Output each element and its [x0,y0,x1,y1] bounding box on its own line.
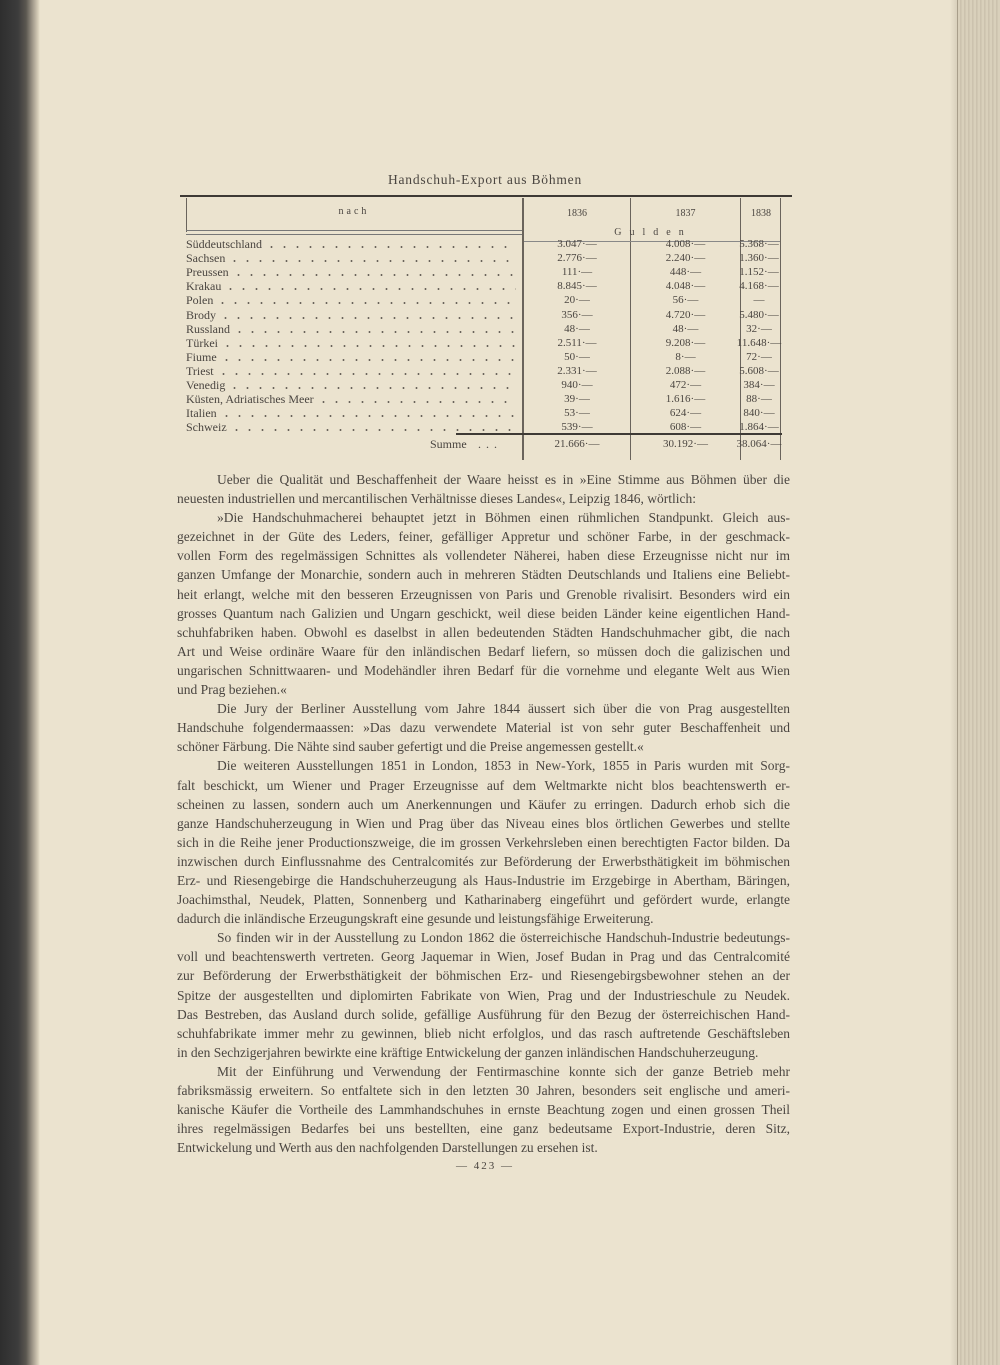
book-binding [0,0,40,1365]
table-row [186,420,782,434]
row-label: Fiume [186,349,217,364]
table-row [186,308,782,322]
row-label: Sachsen [186,251,226,266]
page-number: — 423 — [456,1160,514,1172]
row-label: Schweiz [186,420,227,435]
table-row [186,392,782,406]
page-stack-edge [957,0,1000,1365]
value-1836: 48·— [564,322,590,335]
text-line: Handschuhe folgendermaassen: »Das dazu verwendete Material ist von sehr guter Beschaffenheit und [177,720,790,736]
value-1836: 356·— [561,308,593,321]
value-1836: 39·— [564,393,590,406]
value-1838: 1.152·— [739,266,779,279]
value-1838: 88·— [746,393,772,406]
dot-leader [221,336,516,350]
value-1837: 608·— [669,421,702,434]
value-1836: 539·— [561,421,593,434]
text-line: scheinen zu lassen, sondern auch um Anerkennungen und Käufer zu erringen. Dadurch erhob sich die [177,796,790,812]
text-line: ganze Handschuherzeugung in Wien und Prag über das Niveau eines blos örtlichen Gewerbes und stellte [177,815,790,831]
text-line: voll und beachtenswerth vertreten. Georg Jaquemar in Wien, Josef Budan in Prag und das Centralcomité [177,949,790,965]
sum-value: 30.192·— [663,438,708,450]
text-line: Mit der Einführung und Verwendung der Fentirmaschine konnte sich der ganze Betrieb mehr [217,1063,790,1079]
value-1837: 4.720·— [665,308,706,321]
dot-leader [224,279,516,293]
text-line: zur Beförderung der Erwerbsthätigkeit der böhmischen Erz- und Riesengebirgsbewohner stehen an der [177,968,790,984]
row-label-cell [186,237,516,251]
value-1836: 2.776·— [557,252,597,265]
sum-value: 21.666·— [554,438,600,450]
table-row [186,364,782,378]
header-year: 1838 [751,208,771,219]
text-line: Spitze der ausgestellten und diplomirten Fabrikate von Wien, Prag und der Industrieschule zu Neudek. [177,987,790,1003]
value-1837: 2.088·— [665,364,706,377]
row-label: Süddeutschland [186,237,262,251]
sum-row [186,437,782,451]
text-line: Das Bestreben, das Ausland durch solide, gefällige Ausführung für den Bezug der österreichischen Hand- [177,1006,790,1022]
text-line: dadurch die inländische Erzeugungskraft eine gesunde und leistungsfähige Erweiterung. [177,911,654,927]
text-line: in den Sechzigerjahren bewirkte eine kräftige Entwickelung der ganzen inländischen Handschuherzeugung. [177,1044,759,1060]
table-row [186,265,782,279]
header-rule [186,230,522,235]
value-1838: 384·— [743,379,775,391]
value-1838: 840·— [743,407,775,420]
dot-leader [233,322,516,336]
unit-label: Gulden [614,227,692,238]
export-table [186,198,782,460]
row-label-cell [186,279,516,293]
text-line: Art und Weise ordinäre Waare für den inländischen Bedarf liefern, so müssen doch die galizischen und [177,643,790,659]
row-label-cell [186,293,516,307]
text-line: ungarischen Schnittwaaren- und Modehändler ihren Bedarf für die vornehme und elegante Welt aus Wien [177,662,790,678]
dot-leader [228,378,516,392]
text-line: inzwischen durch Einflussnahme des Centralcomités zur Beförderung der Erwerbsthätigkeit im böhmischen [177,853,790,869]
row-label-cell [186,265,516,279]
table-row [186,406,782,420]
table-title: Handschuh-Export aus Böhmen [387,172,583,187]
table-row [186,293,782,307]
row-label-cell [186,420,516,434]
value-1838: — [753,294,765,307]
sum-value: 38.064·— [736,438,782,450]
value-1838: 11.648·— [736,336,782,349]
value-1838: 4.168·— [739,280,779,293]
text-line: sich in die Reihe jener Productionszweige, die im grossen Verkehrsleben einen berechtigten Factor bilden. Da [177,834,790,850]
text-line: fabriksmässig erweitern. So entfaltete sich in den letzten 30 Jahren, besonders seit englische und ameri- [177,1083,790,1098]
text-line: falt beschickt, um Wiener und Prager Erzeugnisse auf dem Weltmarkte nicht blos beachtenswerth er- [177,777,790,793]
text-line: »Die Handschuhmacherei behauptet jetzt in Böhmen einen rühmlichen Standpunkt. Gleich aus- [217,510,790,526]
text-line: So finden wir in der Ausstellung zu London 1862 die österreichische Handschuh-Industrie bedeutungs- [217,930,790,946]
dot-leader [220,350,516,364]
value-1836: 20·— [564,294,590,307]
row-label-cell [186,308,516,322]
value-1836: 53·— [564,407,590,420]
table-row [186,336,782,350]
table-row [186,237,782,251]
value-1837: 624·— [669,407,702,420]
value-1836: 50·— [564,350,590,363]
text-line: Erz- und Riesengebirge die Handschuherzeugung als Haus-Industrie im Erzgebirge in Abertham, Bäringen, [177,872,790,888]
table-row [186,378,782,392]
row-label: Polen [186,293,214,308]
value-1838: 32·— [746,322,772,335]
header-year: 1837 [675,208,696,219]
sum-text: Summe [430,437,467,451]
table-top-rule [180,195,792,197]
row-label-cell [186,378,516,392]
row-label: Krakau [186,279,222,294]
text-line: Die Jury der Berliner Ausstellung vom Jahre 1844 äussert sich über die von Prag ausgestellten [217,701,790,717]
text-line: schuhfabriken haben. Obwohl es daselbst in allen bedeutenden Städten Handschuhmacher gibt, die nach [177,624,790,640]
value-1838: 72·— [746,350,772,363]
text-line: ihres regelmässigen Bedarfes bei uns bestellten, eine ganz bedeutsame Export-Industrie, deren Sitz, [177,1121,790,1137]
value-1837: 472·— [669,379,702,391]
text-line: vollen Form des regelmässigen Schnittes als vollendeter Näherei, haben diese Erzeugnisse nicht nur im [177,548,790,564]
value-1837: 2.240·— [665,252,706,265]
value-1836: 111·— [561,266,593,279]
row-label: Küsten, Adriatisches Meer [186,392,314,407]
table-row [186,350,782,364]
value-1838: 5.608·— [739,364,779,377]
value-1837: 4.048·— [665,280,706,293]
value-1838: 1.864·— [739,421,779,434]
row-label: Italien [186,406,217,421]
sum-dots: ... [478,437,502,451]
row-label-cell [186,251,516,265]
table-row [186,322,782,336]
value-1836: 2.331·— [557,364,597,377]
dot-leader [228,251,516,265]
row-label-cell [186,350,516,364]
value-1836: 2.511·— [557,336,597,349]
text-line: und Prag beziehen.« [177,682,287,698]
row-label-cell [186,406,516,420]
value-1836: 8.845·— [557,280,597,293]
dot-leader [232,265,516,279]
dot-leader [230,420,516,434]
value-1837: 56·— [672,294,699,307]
dot-leader [220,406,516,420]
header-nach: nach [338,206,370,217]
dot-leader [317,392,516,406]
text-line: Ueber die Qualität und Beschaffenheit der Waare heisst es in »Eine Stimme aus Böhmen über die [217,472,790,487]
dot-leader [217,364,516,378]
table-row [186,279,782,293]
value-1837: 48·— [672,322,699,335]
row-label-cell [186,322,516,336]
value-1836: 3.047·— [557,238,597,250]
dot-leader [216,293,516,307]
value-1837: 4.008·— [665,238,706,250]
dot-leader [265,237,516,251]
text-line: schöner Färbung. Die Nähte sind sauber gefertigt und die Preise angemessen gestellt.« [177,739,644,755]
value-1837: 448·— [669,266,702,279]
value-1838: 5.480·— [739,308,779,321]
value-1836: 940·— [561,379,593,391]
row-label-cell [186,336,516,350]
text-line: Entwickelung und Werth aus den nachfolgenden Darstellungen zu ersehen ist. [177,1140,598,1156]
text-line: grosses Quantum nach Galizien und Ungarn geschickt, weil diese beiden Länder keine eigentlichen Hand- [177,605,790,621]
text-line: Die weiteren Ausstellungen 1851 in London, 1853 in New-York, 1855 in Paris wurden mit Sorg- [217,758,790,774]
text-line: heit erlangt, welche mit den besseren Erzeugnissen von Paris und Grenoble rivalisirt. Besonders wird ein [177,586,790,602]
text-line: schuhfabrikate immer mehr zu gewinnen, blieb nicht erfolglos, und das rasch auftretende Geschäftsleben [177,1025,790,1041]
value-1838: 1.360·— [739,252,779,265]
text-line: neuesten industriellen und mercantilischen Verhältnisse dieses Landes«, Leipzig 1846, wörtlich: [177,491,696,507]
table-row [186,251,782,265]
row-label-cell [186,392,516,406]
row-label-cell [186,364,516,378]
text-line: gezeichnet in der Güte des Leders, feiner, gefälliger Appretur und schöner Farbe, in der geschmack- [177,529,790,545]
text-line: ganzen Umfange der Monarchie, sondern auch in mehreren Städten Deutschlands und Italiens eine Beliebt- [177,567,790,583]
body-text [177,470,790,1157]
row-label: Venedig [186,378,226,392]
row-label: Russland [186,321,231,336]
header-year: 1836 [567,208,587,219]
text-line: kanische Käufer die Vortheile des Lammhandschuhes in ernste Beachtung zogen und einen grossen Theil [177,1102,790,1118]
row-label: Triest [186,363,214,378]
value-1837: 9.208·— [665,336,706,349]
row-label: Türkei [186,335,218,350]
value-1837: 1.616·— [665,393,706,406]
value-1837: 8·— [675,350,696,363]
row-label: Preussen [186,265,229,280]
value-1838: 5.368·— [739,238,779,250]
text-line: Joachimsthal, Neudek, Platten, Sonnenberg und Katharinaberg eingeführt und gefördert wurde, erlangte [177,892,790,908]
row-label: Brody [186,307,216,322]
dot-leader [219,308,516,322]
